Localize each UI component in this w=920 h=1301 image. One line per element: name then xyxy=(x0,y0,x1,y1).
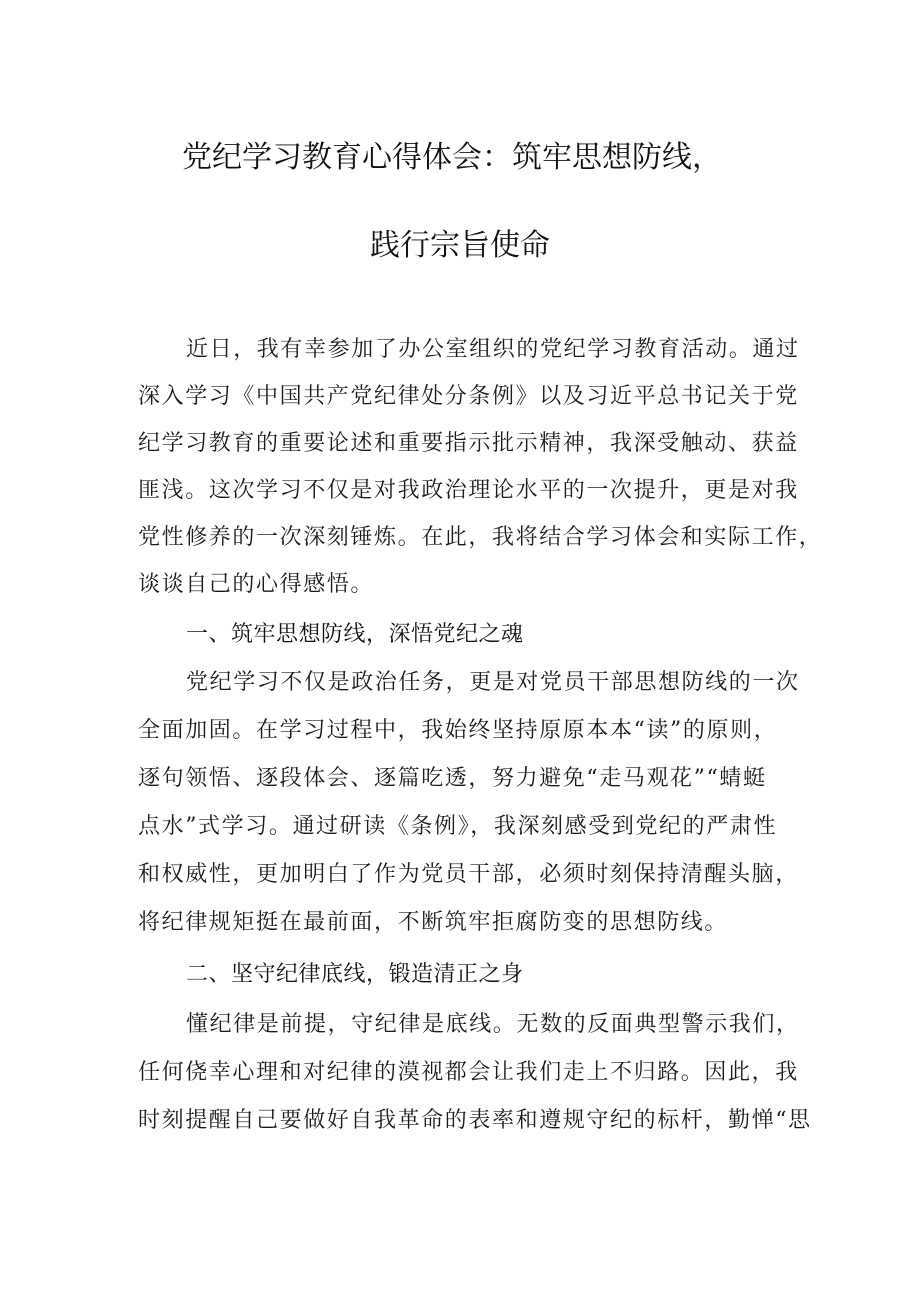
paragraph-line: 党纪学习不仅是政治任务，更是对党员干部思想防线的一次 xyxy=(186,670,800,695)
paragraph-line: 谈谈自己的心得感悟。 xyxy=(138,572,375,597)
paragraph-line: 深入学习《中国共产党纪律处分条例》以及习近平总书记关于党 xyxy=(138,384,799,409)
paragraph-line: 匪浅。这次学习不仅是对我政治理论水平的一次提升，更是对我 xyxy=(138,478,799,503)
paragraph-line: 和权威性，更加明白了作为党员干部，必须时刻保持清醒头脑， xyxy=(138,862,799,887)
paragraph-line: 近日，我有幸参加了办公室组织的党纪学习教育活动。通过 xyxy=(186,337,800,362)
section-heading: 二、坚守纪律底线，锻造清正之身 xyxy=(186,962,524,987)
paragraph-line: 时刻提醒自己要做好自我革命的表率和遵规守纪的标杆，勤惮“思 xyxy=(138,1108,812,1133)
paragraph-line: 纪学习教育的重要论述和重要指示批示精神，我深受触动、获益 xyxy=(138,431,799,456)
paragraph-line: 党性修养的一次深刻锤炼。在此，我将结合学习体会和实际工作， xyxy=(138,525,823,550)
paragraph-line: 任何侥幸心理和对纪律的漠视都会让我们走上不归路。因此，我 xyxy=(138,1060,799,1085)
paragraph-line: 逐句领悟、逐段体会、逐篇吃透，努力避免“走马观花”“蜻蜓 xyxy=(138,766,767,791)
document-title-line-2: 践行宗旨使命 xyxy=(370,228,550,263)
paragraph-line: 将纪律规矩挺在最前面，不断筑牢拒腐防变的思想防线。 xyxy=(138,910,729,935)
section-heading: 一、筑牢思想防线，深悟党纪之魂 xyxy=(186,622,524,647)
paragraph-line: 懂纪律是前提，守纪律是底线。无数的反面典型警示我们， xyxy=(186,1012,800,1037)
document-title-line-1: 党纪学习教育心得体会：筑牢思想防线， xyxy=(182,140,722,175)
paragraph-line: 全面加固。在学习过程中，我始终坚持原原本本“读”的原则， xyxy=(138,718,778,743)
paragraph-line: 点水”式学习。通过研读《条例》，我深刻感受到党纪的严肃性 xyxy=(138,814,778,839)
